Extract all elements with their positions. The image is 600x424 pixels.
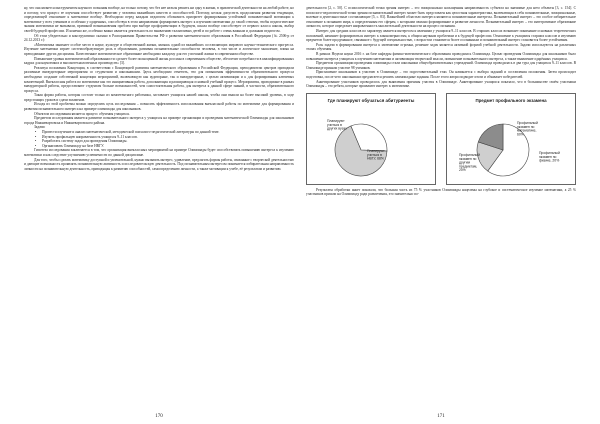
pie-svg-2 (447, 94, 575, 184)
body-paragraph: Роль задачи в формировании интереса к математике огромна, решение задач является активной формой учебной деятельности. Задачи используются на различных этапах обучения. (306, 42, 576, 52)
task-item: • Разработать систему задач для проведения Олимпиады. (42, 139, 294, 144)
left-page (24, 6, 294, 420)
pie-label: Планируют учиться в других вузах (327, 118, 347, 131)
research-subject: Предметом исследования является развитие познавательного интереса у учащихся на примере организации и проведения математической Олимпиады для школьников города Нижневартовска и Нижневартовского района. (24, 116, 294, 125)
body-paragraph: Такая форма работы, которая состоит только из компетентного работника, заставляет учащихся нашей школы, чтобы они вышли на более высокий уровень, в ходе предстоящих уроков и сдачи экзаменов. (24, 93, 294, 102)
page-number-left: 170 (155, 414, 163, 420)
body-paragraph: В рамках Недели науки 2016 г. на базе кафедры физико-математического образования проводилась Олимпиада. Целью проведения Олимпиады для школьников было повышение интереса учащихся к изучению математики и активизация творческой мысли, повышение познавательного интереса, а также выявление одарённых учащихся. (306, 51, 576, 61)
research-goal: Исходя из этой проблемы можно определить цель исследования – повысить эффективность использования внеклассной работы по математике для формирования и развития познавательного интереса на примере олимпиады для школьников. (24, 102, 294, 112)
research-object: Объектом исследования является процесс обучения учащихся. (34, 111, 130, 116)
body-paragraph: Предметом организации проведения олимпиады стали школьники общеобразовательных учреждений. Олимпиада проводилась в два тура для учащихся 9–11 классов. В Олимпиаде приняли участие 98 учеников. (306, 61, 576, 70)
pie-chart-study-plans (306, 93, 436, 185)
pie-svg-1 (307, 94, 435, 184)
tasks-heading: Задачи: (34, 125, 46, 130)
body-paragraph: Результаты обработки анкет показали, что большая часть из 75 % участников Олимпиады нацелены на глубокое и систематическое изучение математики, а 25 % участников пришли на Олимпиаду ради развлечения, это значительно по- (306, 187, 576, 197)
pie-chart-exam-subject (446, 93, 576, 185)
pie-label: Профильный экзамен по физике, 20% (539, 150, 560, 163)
body-paragraph: Об этом убедительно и конструктивно сказано в Распоряжении Правительства РФ о развитии математического образования в Российской Федерации (№ 2506-р от 24.12.2013 г.): (24, 33, 294, 43)
page-number-right: 171 (437, 414, 445, 420)
pie-label: Планируют учиться в НВГУ, 68% (367, 148, 385, 161)
hypothesis-paragraph: Гипотеза исследования заключается в том, что организация внеклассных мероприятий на примере Олимпиады будет способствовать повышению интереса к изучению математики и как следствие улучшению успеваемости по данной дисциплине. (24, 148, 294, 157)
body-paragraph: Реализуя положения Концепции, в соответствии с Концепцией развития математического образования в Российской Федерации, преподаватели центров проводили различные внеаудиторные мероприятия со студентами и школьниками. Здесь необходимо отметить, что для повышения эффективности образовательного процесса необходимо создание собственной концепции мероприятий, включающую как аудиторные, так и внеаудиторные, с целью активизации и к для формирования ключевых компетенций. Внеклассная работа по математике как это инициативная работа, дополняющая и расширяющая основной учебный процесс. Мероприятия, проводимые в рамках внеаудиторной работы, предоставляют студентам больше возможностей, чем самостоятельная работа, для интереса к данной сфере знаний, в частности, образовательного процесса. (24, 65, 294, 93)
quote-paragraph: Повышение уровня математической образованности сделает более полноценной жизнь россиян в современном обществе, обеспечит потребности в квалифицированных кадрах для наукоемких и высокотехнологичных производств» [3]. (24, 56, 294, 66)
charts-row (306, 93, 576, 185)
body-paragraph: Интерес для средних классов по характеру является интересом к явлениям у учащихся 9–11 классов. В старших классах возникает понимание основных теоретических положений, начинает формироваться интерес к закономерностям, к общим научным проблемам и к будущей профессии. Отношение к учащимся старших классов и изучению предметов более продуманное, связанное с будущей специальностью, с возрастом становится более осознанным и познавательный интерес становится более устойчивым. (306, 28, 576, 43)
pie-label: Профильный экзамен по математике, 60% (517, 120, 538, 137)
chart-title: Где планируют обучаться абитуриенты (327, 97, 415, 103)
task-item: • Изучить профильную направленность учащихся 9–11 классов. (42, 135, 294, 140)
task-item: • Организовать Олимпиаду на базе НВГУ. (42, 144, 294, 149)
body-paragraph: деятельности [2, с. 50]. С психологической точки зрения интерес – это эмоционально насыщенная направленность субъекта на значимые для него объекты [3, с. 154]. С психолого-педагогической точки зрения познавательный интерес может быть представлен как целостная характеристика, включающая в себя познавательные, эмоциональные, волевые и деятельностные составляющие [5, с. 83]. Важнейшей областью интереса являются познавательные интересы. Познавательный интерес – это особое избирательное отношение к познанию мира, к определенным его сферам, с которыми связано формирование и развитие личности. Познавательный интерес – это интегративное образование личности, которое определяет направленность мыслительной деятельности на процесс познания. (306, 6, 576, 29)
chart-title: Предмет профильного экзамена (475, 97, 547, 103)
body-paragraph: Анкетирование участников проводилось для выявления причины участия в Олимпиаде. Анкетирование учащихся показало, что в большинстве своём участники Олимпиады – это ребята, которые проявляют интерес к математике. (306, 79, 576, 89)
right-page (306, 6, 576, 420)
body-paragraph: Приглашение школьников к участию в Олимпиаде – это подготовительный этап. Он начинается с выбора заданий и составления положения. Затем происходит подготовка, после чего школьникам предлагается решить олимпиадные задания. После этого жюри подводит итоги и объявляет победителей. (306, 70, 576, 79)
pie-label: Профильный экзамен по другим предметам, 20% (459, 152, 480, 172)
body-paragraph: Для того, чтобы сделать математику доступной и увлекательной, нужно вызывать интерес, удивление, предлагать формы работы, связанные с творческой деятельностью и дающие возможность проявлять познавательную активность и исследовательскую деятельность. Под познавательным интересом понимается избирательная направленность личности на познавательную деятельность, приводящая к развитию способностей, самоопределению личности, а также мотивации к учебе, её результатам и развитию. (24, 157, 294, 171)
task-item: • Провести изучение и анализ математической, методической психолого-педагогической литературы по данной теме. (42, 130, 294, 135)
tasks-list (24, 130, 294, 148)
quote-paragraph: «Математика занимает особое место в науке, культуре и общественной жизни, являясь одной из важнейших составляющих мирового научно-технического прогресса. Изучение математики играет системообразующую роль в образовании, развивая познавательные способности человека, в том числе и логическое мышление, влияя на преподавание других дисциплин. Качественное математическое образование необходимо каждому для его успешной жизни в современном обществе. (24, 42, 294, 56)
body-paragraph: ну, что она является инструментом научного познания вообще, на только потому, что без нее нельзя решить ни одну в жизни, в практической деятельности на любой работе, но и потому, что процесс ее изучения способствует развитию у человека важнейших качеств и способностей. Поэтому, нельзя допустить продолжения развития тенденции, определяющей отношение к математике вообще. Необходимо перед каждым педагогом обозначить приоритет формирования устойчивой познавательной мотивации к математике у всех учеников и особенно у одаренных, способствуя в этом направлении формировать интерес к изучению математики до такой степени, чтобы педагогические знания математики не вызывали, причиной возникновения проблем при выборе профориентации в будущем, школа вообще способствует от первого класса школы, выбор своей будущей профессии. И конечно же, особенно важно является деятельность по выявлению талантливых детей и по работе с очень важным и должным педагогом. (24, 6, 294, 33)
